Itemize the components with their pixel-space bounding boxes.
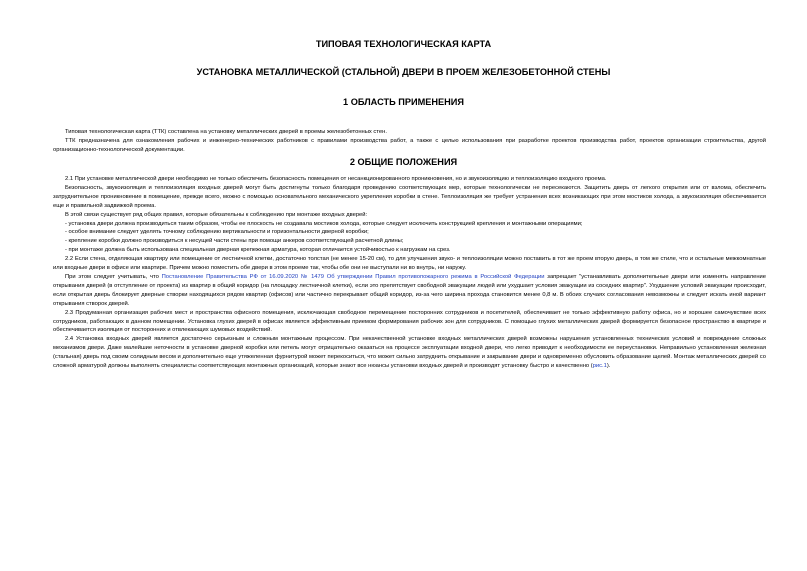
list-item: - установка двери должна производиться таким образом, чтобы ее плоскость не создавала мостиков холода, которые следует исключить конструкцией крепления и монтажными операциями; (65, 220, 583, 227)
paragraph: 2.3 Продуманная организация рабочих мест и пространства офисного помещения, исключающая свободное перемещение посторонних сотрудников и посетителей, обеспечивает не только эффективную работу офиса, но и хорошее самочувствие всех сотрудников, работающих в данном помещении. Установка глухих дверей в офисах является эффективным приемом формирования рабочих зон для сотрудников. С помощью глухих металлических дверей формируется безопасное пространство в квартире и обеспечивается изоляция от посторонних и отвлекающих шумовых воздействий. (53, 309, 766, 334)
paragraph: Типовая технологическая карта (ТТК) составлена на установку металлических дверей в проемы железобетонных стен. (65, 129, 387, 135)
list-item: - крепление коробки должно производиться к несущей части стены при помощи анкеров соответствующей расчетной длины; (65, 238, 404, 245)
document-subtitle: УСТАНОВКА МЕТАЛЛИЧЕСКОЙ (СТАЛЬНОЙ) ДВЕРИ В ПРОЕМ ЖЕЛЕЗОБЕТОННОЙ СТЕНЫ (196, 67, 611, 77)
section-1-body (53, 128, 766, 155)
document-title: ТИПОВАЯ ТЕХНОЛОГИЧЕСКАЯ КАРТА (315, 39, 492, 49)
list-item: - особое внимание следует уделять точному соблюдению вертикальности и горизонтальности дверной коробки; (65, 229, 369, 236)
paragraph: 2.2 Если стена, отделяющая квартиру или помещение от лестничной клетки, достаточно толстая (не менее 15-20 см), то для улучшения звуко- и теплоизоляции можно поставить в тот же проем вторую дверь, в том же стиле, что и остальные межкомнатные или входные двери в офисе или квартире. Причем можно поместить обе двери в этом проеме так, чтобы обе они не выступали ни во внутрь, ни наружу. (53, 256, 766, 272)
paragraph: Безопасность, звукоизоляция и теплоизоляция входных дверей могут быть достигнуты только благодаря проведению соответствующих мер, которые технологически не пересекаются. Защитить дверь от легкого открытия или от взлома, обеспечить затруднительное проникновение в помещение, прежде всего, можно с помощью основательного механического укрепления коробки в стене. Теплоизоляция же требует устранения всех возникающих при этом мостиков холода, а звукоизоляция обеспечивается еще и правильной задвижкой проема. (53, 184, 766, 209)
paragraph-text: При этом следует учитывать, что (65, 273, 162, 280)
paragraph-text: ). (606, 363, 611, 370)
section-1-heading: 1 ОБЛАСТЬ ПРИМЕНЕНИЯ (343, 97, 464, 107)
regulation-link[interactable]: Постановление Правительства РФ от 16.09.2020 № 1479 Об утверждении Правил противопожарного режима в Российской Федерации (161, 273, 545, 280)
section-2-body (53, 175, 766, 371)
paragraph-text: 2.4 Установка входных дверей является достаточно серьезным и сложным монтажным процессом. При некачественной установке входных металлических дверей возможны нарушения установленных технических условий и повреждение сложных механизмов двери. Даже малейшие неточности в установке дверной коробки или петель могут отрицательно оказаться на процессе эксплуатации входной двери, что легко приводит к необходимости ее переустановки. Неправильно установленная железная (стальная) дверь под своим солидным весом и дополнительно еще утяжеленная фурнитурой может перекоситься, что может сильно затруднить открывание и закрывание двери и одновременно обусловить образование щелей. Монтаж металлических дверей со сложной арматурой должны выполнять специалисты соответствующих монтажных организаций, которые знают все нюансы установки входных дверей и производят установку быстро и качественно ( (53, 336, 766, 370)
figure-link[interactable]: рис.1 (592, 363, 607, 370)
paragraph-with-link (53, 335, 766, 371)
paragraph: В этой связи существует ряд общих правил, которые обязательны к соблюдению при монтаже входных дверей: (65, 211, 368, 218)
section-2-heading: 2 ОБЩИЕ ПОЛОЖЕНИЯ (349, 157, 458, 167)
paragraph: 2.1 При установке металлической двери необходимо не только обеспечить безопасность помещения от несанкционированного проникновения, но и звукоизоляцию и теплоизоляцию входного проема. (65, 176, 607, 182)
paragraph: ТТК предназначена для ознакомления рабочих и инженерно-технических работников с правилами производства работ, а также с целью использования при разработке проектов производства работ, проектов организации строительства, другой организационно-технологической документации. (53, 137, 766, 153)
paragraph-with-link (53, 273, 766, 309)
paragraph-text: запрещает "устанавливать дополнительные двери или изменять направление открывания дверей (в отступление от проекта) из квартир в общий коридор (на площадку лестничной клетки), если это препятствует свободной эвакуации людей или ухудшает условия эвакуации из соседних квартир". Ухудшение условий эвакуации происходит, если открытая дверь блокирует дверные створки находящихся рядом квартир (офисов) или частично перекрывает общий коридор, из-за чего ширина прохода становится менее 0,8 м. В обоих случаях согласования невозможны и следует искать иной вариант открывания створок дверей. (53, 273, 767, 307)
list-item: - при монтаже должна быть использована специальная дверная крепежная арматура, которая отличается устойчивостью к нагрузкам на срез. (65, 247, 451, 254)
